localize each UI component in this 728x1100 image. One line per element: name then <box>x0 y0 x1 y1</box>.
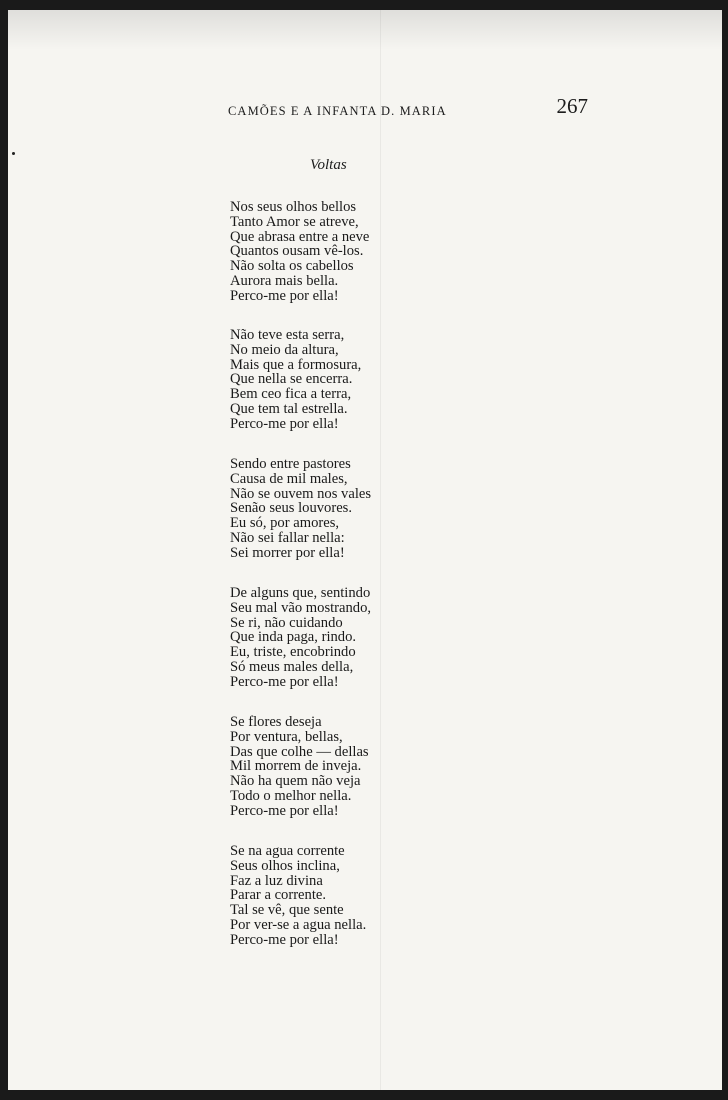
section-title: Voltas <box>310 157 347 173</box>
verse-line: Todo o melhor nella. <box>230 787 352 804</box>
page-header <box>228 94 588 124</box>
stanza-6 <box>230 844 490 948</box>
verse-line: Nos seus olhos bellos <box>230 199 357 215</box>
verse-line: Parar a corrente. <box>230 887 327 904</box>
ink-speck <box>12 152 15 155</box>
verse-line: Seus olhos inclina, <box>230 857 340 874</box>
verse-line: Aurora mais bella. <box>230 272 339 289</box>
verse-line: Que tem tal estrella. <box>230 400 348 417</box>
verse-line: Sei morrer por ella! <box>230 544 345 561</box>
verse-line: Que nella se encerra. <box>230 371 353 388</box>
verse-line: Não ha quem não veja <box>230 773 361 790</box>
verse-line: Quantos ousam vê-los. <box>230 243 364 260</box>
verse-line: No meio da altura, <box>230 341 339 358</box>
verse-line: Mais que a formosura, <box>230 356 362 373</box>
verse-line: Que inda paga, rindo. <box>230 629 357 646</box>
stanza-4 <box>230 586 490 690</box>
verse-line: Mil morrem de inveja. <box>230 758 362 775</box>
stanza-2 <box>230 328 490 432</box>
verse-line: Eu só, por amores, <box>230 515 340 532</box>
verse-line: Causa de mil males, <box>230 470 348 487</box>
verse-line: Das que colhe — dellas <box>230 743 369 760</box>
verse-line: Faz a luz divina <box>230 872 323 889</box>
verse-line: Por ver-se a agua nella. <box>230 916 367 933</box>
stanza-5 <box>230 715 490 819</box>
page-number: 267 <box>556 94 588 118</box>
stanza-3 <box>230 457 490 561</box>
verse-line: Perco-me por ella! <box>230 415 339 432</box>
verse-line: Perco-me por ella! <box>230 931 339 948</box>
verse-line: Seu mal vão mostrando, <box>230 599 372 616</box>
verse-line: Não se ouvem nos vales <box>230 485 372 502</box>
verse-line: Bem ceo fica a terra, <box>230 386 352 403</box>
verse-line: Tal se vê, que sente <box>230 902 344 919</box>
stanza-1 <box>230 200 490 304</box>
verse-line: Se flores deseja <box>230 714 322 730</box>
verse-line: Senão seus louvores. <box>230 500 353 517</box>
verse-line: Sendo entre pastores <box>230 456 351 472</box>
verse-line: Por ventura, bellas, <box>230 728 343 745</box>
book-page <box>8 10 722 1090</box>
verse-line: Perco-me por ella! <box>230 673 339 690</box>
running-title: CAMÕES E A INFANTA D. MARIA <box>228 104 447 118</box>
verse-line: Perco-me por ella! <box>230 287 339 304</box>
verse-line: Não teve esta serra, <box>230 327 345 343</box>
verse-line: Se na agua corrente <box>230 843 345 859</box>
verse-line: Que abrasa entre a neve <box>230 228 370 245</box>
verse-line: Se ri, não cuidando <box>230 614 343 631</box>
verse-line: De alguns que, sentindo <box>230 585 371 601</box>
verse-line: Eu, triste, encobrindo <box>230 644 356 661</box>
verse-line: Só meus males della, <box>230 658 354 675</box>
verse-line: Perco-me por ella! <box>230 802 339 819</box>
verse-line: Tanto Amor se atreve, <box>230 213 359 230</box>
verse-line: Não sei fallar nella: <box>230 529 345 546</box>
verse-line: Não solta os cabellos <box>230 258 354 275</box>
